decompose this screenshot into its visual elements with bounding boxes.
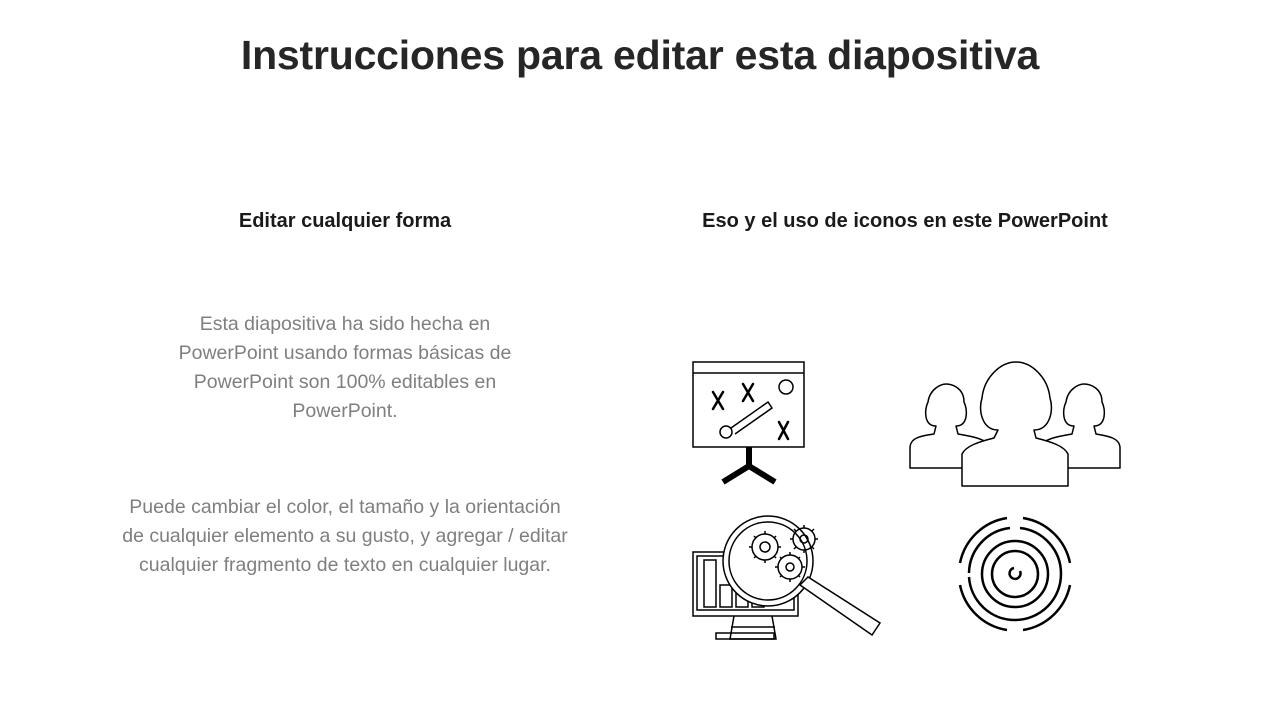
left-paragraph-1: Esta diapositiva ha sido hecha en PowerPoint usando formas básicas de PowerPoint son 100% editables en PowerPoint.	[178, 313, 512, 422]
right-column-heading: Eso y el uso de iconos en este PowerPoint	[702, 210, 1108, 232]
strategy-board-icon	[690, 358, 810, 488]
left-column-heading: Editar cualquier forma	[238, 210, 452, 232]
target-icon	[952, 515, 1078, 635]
slide-title: Instrucciones para editar esta diapositiva	[240, 32, 1040, 78]
left-paragraph-2: Puede cambiar el color, el tamaño y la orientación de cualquier elemento a su gusto, y agregar / editar cualquier fragmento de texto en cualquier lugar.	[122, 496, 568, 576]
team-icon	[906, 358, 1124, 488]
analytics-magnifier-gears-icon	[690, 515, 885, 643]
